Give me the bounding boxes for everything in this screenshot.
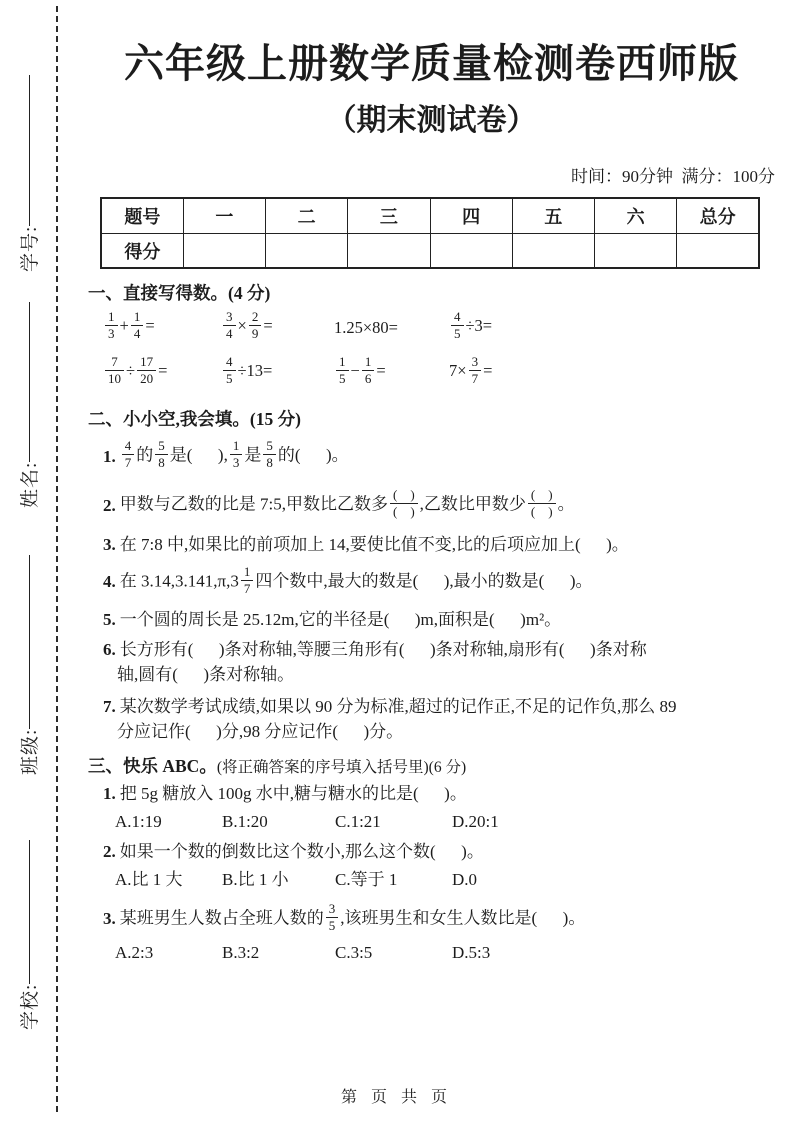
math-text: 。 [557,494,575,514]
student-name-field [16,302,40,508]
item-number: 7. [103,697,116,717]
student-id-blank-line [29,75,30,226]
math-text: = [483,361,493,381]
score-table-cell: 得分 [101,234,183,269]
math-text: 某次数学考试成绩,如果以 90 分为标准,超过的记作正,不足的记作负,那么 89 [119,697,677,717]
score-table-cell: 一 [183,198,265,234]
calc-problem [334,355,449,390]
fraction: $\frac{2}{9}$ [249,309,262,342]
student-id-field [16,75,40,272]
fraction: $\frac{( )}{( )}$ [390,487,418,520]
fill-item-6 [103,638,775,687]
fraction: $\frac{1}{7}$ [241,564,254,597]
item-number: 6. [103,640,116,660]
score-table-cell [183,234,265,269]
fraction: $\frac{1}{5}$ [336,354,349,387]
math-text: = [376,361,386,381]
math-text: 的( )。 [277,445,349,465]
section-3-points: (6 分) [428,758,467,776]
option-b: B.1:20 [222,811,268,831]
choice-stem [120,784,467,803]
fraction: $\frac{1}{3}$ [105,309,118,342]
choice-options-3 [115,941,775,966]
option-d: D.5:3 [452,943,491,963]
fraction: $\frac{4}{5}$ [223,354,236,387]
fraction: $\frac{5}{8}$ [263,438,276,471]
option-d: D.0 [452,869,478,889]
item-line [120,610,561,629]
score-table-score-row [101,234,759,269]
score-table-cell [512,234,594,269]
school-label: 学校: [19,983,41,1030]
math-text: 把 5g 糖放入 100g 水中,糖与糖水的比是( )。 [119,783,467,803]
math-text: = [145,316,155,336]
fraction: $\frac{4}{7}$ [122,438,135,471]
item-line [120,565,593,600]
option-a: A.2:3 [115,943,154,963]
score-table-cell: 二 [266,198,348,234]
item-number: 5. [103,609,116,629]
option-a: A.1:19 [115,811,162,831]
calc-problem [103,355,221,390]
score-table-cell: 三 [348,198,430,234]
option-b: B.比 1 小 [222,869,289,889]
score-table-header-row [101,198,759,234]
score-table-cell [677,234,759,269]
item-line [120,697,677,716]
fraction: $\frac{3}{4}$ [223,309,236,342]
math-text: 甲数与乙数的比是 7:5,甲数比乙数多 [119,494,388,514]
page-footer: 第 页 共 页 [340,1089,452,1106]
choice-options-2 [115,868,775,893]
fraction: $\frac{5}{8}$ [155,438,168,471]
option-c: C.1:21 [335,811,381,831]
math-text: ,乙数比甲数少 [419,494,526,514]
item-number: 2. [103,495,116,515]
fraction: $\frac{1}{4}$ [131,309,144,342]
school-field [16,840,40,1030]
item-number: 3. [103,534,116,554]
math-text: 一个圆的周长是 25.12m,它的半径是( )m,面积是( )m²。 [119,609,562,629]
exam-content [88,0,775,969]
score-table-cell: 六 [595,198,677,234]
math-text: 1.25×80= [334,317,398,337]
math-text: ÷3= [465,316,493,336]
fraction: $\frac{( )}{( )}$ [528,487,556,520]
calc-row-1 [103,305,775,350]
student-id-label: 学号: [19,225,41,272]
math-text: × [237,316,247,336]
score-table-cell: 四 [430,198,512,234]
item-line [120,439,349,474]
fraction: $\frac{4}{5}$ [451,309,464,342]
option-a: A.比 1 大 [115,869,183,889]
calc-problem [449,355,775,390]
option-c: C.等于 1 [335,869,398,889]
fill-item-4 [103,564,775,602]
score-table-cell [348,234,430,269]
section-1-title: 一、直接写得数。 [88,283,228,304]
section-1-header [88,282,775,305]
math-text: + [119,316,129,336]
score-table [100,197,760,269]
calc-problem [221,355,334,390]
math-text: 在 3.14,3.141,π,3 [119,571,239,591]
section-2-points: (15 分) [249,409,301,430]
calc-problem [103,310,221,345]
math-text: 某班男生人数占全班人数的 [119,908,324,928]
score-table-cell [595,234,677,269]
item-line [120,640,647,659]
item-number: 2. [103,842,116,862]
option-d: D.20:1 [452,811,499,831]
calc-problem [449,310,775,345]
item-line [117,720,775,745]
calc-problem [221,310,334,345]
fraction: $\frac{1}{3}$ [230,438,243,471]
fraction: $\frac{1}{6}$ [362,354,375,387]
math-text: 如果一个数的倒数比这个数小,那么这个数( )。 [119,842,484,862]
choice-stem [120,902,586,937]
section-1-points: (4 分) [228,283,271,304]
score-table-cell: 题号 [101,198,183,234]
math-text: 分应记作( )分,98 分应记作( )分。 [117,722,404,742]
fraction: $\frac{17}{20}$ [137,354,156,387]
math-text: 是( ), [169,445,228,465]
choice-item-1 [103,782,775,807]
math-text: ÷13= [237,361,273,381]
item-number: 1. [103,446,116,466]
math-text: 长方形有( )条对称轴,等腰三角形有( )条对称轴,扇形有( )条对称 [119,640,647,660]
score-table-cell: 总分 [677,198,759,234]
item-line [120,535,629,554]
calc-problem [334,318,449,338]
section-2-title: 二、小小空,我会填。 [88,409,250,430]
item-line [117,663,775,688]
fill-item-5 [103,608,775,633]
page-title: 六年级上册数学质量检测卷西师版 [124,41,739,86]
choice-item-2 [103,840,775,865]
section-3-title: 三、快乐 ABC。 [88,755,217,776]
math-text: ÷ [126,361,136,381]
fill-item-7 [103,695,775,744]
section-2-header [88,408,775,431]
class-field [16,555,40,775]
math-text: = [158,361,168,381]
score-table-cell: 五 [512,198,594,234]
item-line [120,488,575,523]
cut-dashed-line [56,6,58,1112]
school-blank-line [29,840,30,984]
fill-item-2 [103,485,775,527]
math-text: 轴,圆有( )条对称轴。 [117,664,295,684]
fill-item-3 [103,533,775,558]
choice-item-3 [103,900,775,938]
fraction: $\frac{7}{10}$ [105,354,124,387]
math-text: 四个数中,最大的数是( ),最小的数是( )。 [255,571,593,591]
choice-stem [120,842,484,861]
math-text: 的 [136,445,154,465]
section-3-header [88,755,775,778]
math-text: ,该班男生和女生人数比是( )。 [340,908,586,928]
fraction: $\frac{3}{7}$ [469,354,482,387]
section-3-note: (将正确答案的序号填入括号里) [216,758,429,776]
choice-options-1 [115,810,775,835]
item-number: 1. [103,783,116,803]
fill-item-1 [103,437,775,477]
student-name-label: 姓名: [19,461,41,508]
class-blank-line [29,555,30,729]
math-text: − [350,361,360,381]
page-subtitle: （期末测试卷） [326,104,537,137]
item-number: 4. [103,572,116,592]
math-text: = [263,316,273,336]
option-c: C.3:5 [335,943,373,963]
calc-row-2 [103,350,775,395]
exam-meta: 时间：90分钟 满分：100分 [571,167,775,186]
option-b: B.3:2 [222,943,260,963]
fraction: $\frac{3}{5}$ [326,901,339,934]
class-label: 班级: [19,728,41,775]
math-text: 是 [244,445,262,465]
item-number: 3. [103,909,116,929]
math-text: 在 7:8 中,如果比的前项加上 14,要使比值不变,比的后项应加上( )。 [119,534,629,554]
student-name-blank-line [29,302,30,462]
score-table-cell [430,234,512,269]
score-table-cell [266,234,348,269]
math-text: 7× [449,361,467,381]
